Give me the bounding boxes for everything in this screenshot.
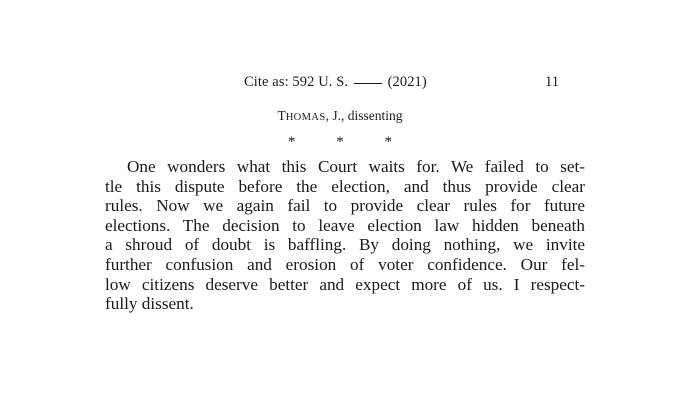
paragraph-line: tle this dispute before the election, and thus provide clear [105, 176, 585, 196]
separator-asterisk: * [336, 134, 344, 150]
paragraph-line: One wonders what this Court waits for. We failed to set- [127, 157, 585, 176]
separator-asterisk: * [384, 134, 392, 150]
section-separator [288, 134, 392, 151]
paragraph-line: rules. Now we again fail to provide clear rules for future [105, 196, 585, 216]
page-number: 11 [545, 74, 559, 90]
separator-asterisk: * [288, 134, 296, 150]
paragraph-line: low citizens deserve better and expect more of us. I respect- [105, 274, 585, 294]
opinion-paragraph [105, 157, 585, 314]
author-name-small-caps: HOMAS [285, 112, 326, 123]
paragraph-line: a shroud of doubt is baffling. By doing nothing, we invite [105, 235, 585, 255]
opinion-author-heading [0, 108, 680, 124]
citation-header [244, 74, 427, 91]
paragraph-line: fully dissent. [105, 294, 194, 314]
author-suffix: , J., dissenting [325, 108, 403, 123]
citation-prefix: Cite as: 592 U. S. [244, 74, 349, 90]
paragraph-line: elections. The decision to leave election law hidden beneath [105, 215, 585, 235]
citation-year: (2021) [387, 74, 427, 90]
paragraph-line: further confusion and erosion of voter confidence. Our fel- [105, 254, 585, 274]
citation-page-blank [354, 82, 382, 84]
author-initial: T [277, 108, 286, 123]
